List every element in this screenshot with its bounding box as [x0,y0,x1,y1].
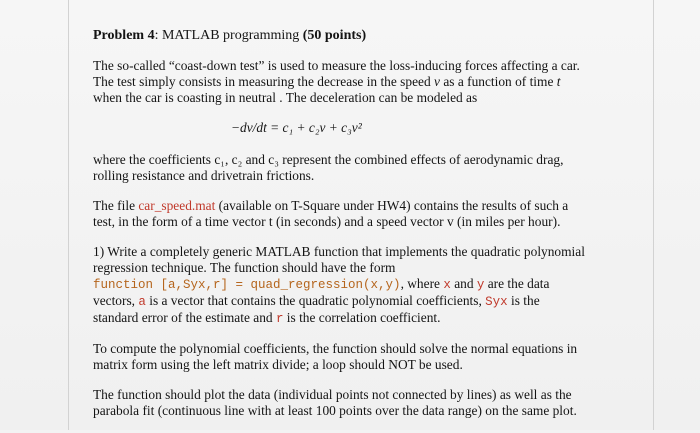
function-signature-code: function [a,Syx,r] = quad_regression(x,y) [93,278,401,292]
problem-number: Problem 4 [93,28,155,43]
problem-title [93,28,633,44]
deceleration-equation: −dv/dt = c₁ + c₂v + c₃v² [231,120,362,135]
task1-line-5 [93,310,633,327]
task1-line-4-post: is a vector that contains the quadratic polynomial coefficients, [145,293,486,308]
problem-content [93,28,633,433]
task1-line-3 [93,276,633,293]
var-syx: Syx [485,295,508,309]
task1-line-4-end: is the [507,293,540,308]
intro-line-1: The so-called “coast-down test” is used to measure the loss-inducing forces affecting a car. [93,58,580,73]
file-line-2: test, in the form of a time vector t (in seconds) and a speed vector v (in miles per hour). [93,214,561,229]
task1-paragraph [93,244,633,327]
normal-equations-line-2: matrix form using the left matrix divide; a loop should NOT be used. [93,357,463,372]
coefficients-line-1: where the coefficients c₁, c₂ and c₃ represent the combined effects of aerodynamic drag, [93,152,564,167]
file-line-1-pre: The file [93,198,139,213]
task1-and: and [450,276,477,291]
task1-line-5-pre: standard error of the estimate and [93,310,276,325]
task1-line-5-post: is the correlation coefficient. [283,310,441,325]
plot-requirement-paragraph [93,387,633,419]
file-line-1-post: (available on T-Square under HW4) contains the results of such a [215,198,569,213]
task1-line-2: regression technique. The function should have the form [93,260,396,275]
intro-line-2 [93,74,633,90]
task1-line-1: 1) Write a completely generic MATLAB function that implements the quadratic polynomial [93,244,585,259]
problem-subject: : MATLAB programming [154,28,303,43]
intro-line-2-text-a: The test simply consists in measuring the decrease in the speed [93,74,435,89]
car-speed-file-link[interactable]: car_speed.mat [138,198,216,213]
file-line-1 [93,198,633,214]
plot-requirement-line-1: The function should plot the data (individual points not connected by lines) as well as the [93,387,572,402]
left-margin-line [68,0,69,430]
normal-equations-line-1: To compute the polynomial coefficients, the function should solve the normal equations in [93,341,578,356]
intro-paragraph [93,58,633,106]
plot-requirement-line-2: parabola fit (continuous line with at least 100 points over the data range) on the same plot. [93,403,577,418]
intro-var-v: v [434,74,440,89]
var-y: y [476,278,485,292]
intro-line-3: when the car is coasting in neutral . The deceleration can be modeled as [93,90,478,105]
task1-line-3-after: , where [400,276,444,291]
var-a: a [138,295,146,309]
coefficients-line-2: rolling resistance and drivetrain frictions. [93,168,315,183]
intro-line-2-text-b: as a function of time [439,74,557,89]
normal-equations-paragraph [93,341,633,373]
task1-line-3-end: are the data [484,276,550,291]
problem-points: (50 points) [302,28,367,43]
task1-line-4 [93,293,633,310]
var-x: x [443,278,451,292]
intro-var-t: t [556,74,561,89]
file-paragraph [93,198,633,230]
right-margin-line [653,0,654,430]
task1-line-4-pre: vectors, [93,293,139,308]
var-r: r [275,312,284,326]
coefficients-paragraph [93,152,633,184]
